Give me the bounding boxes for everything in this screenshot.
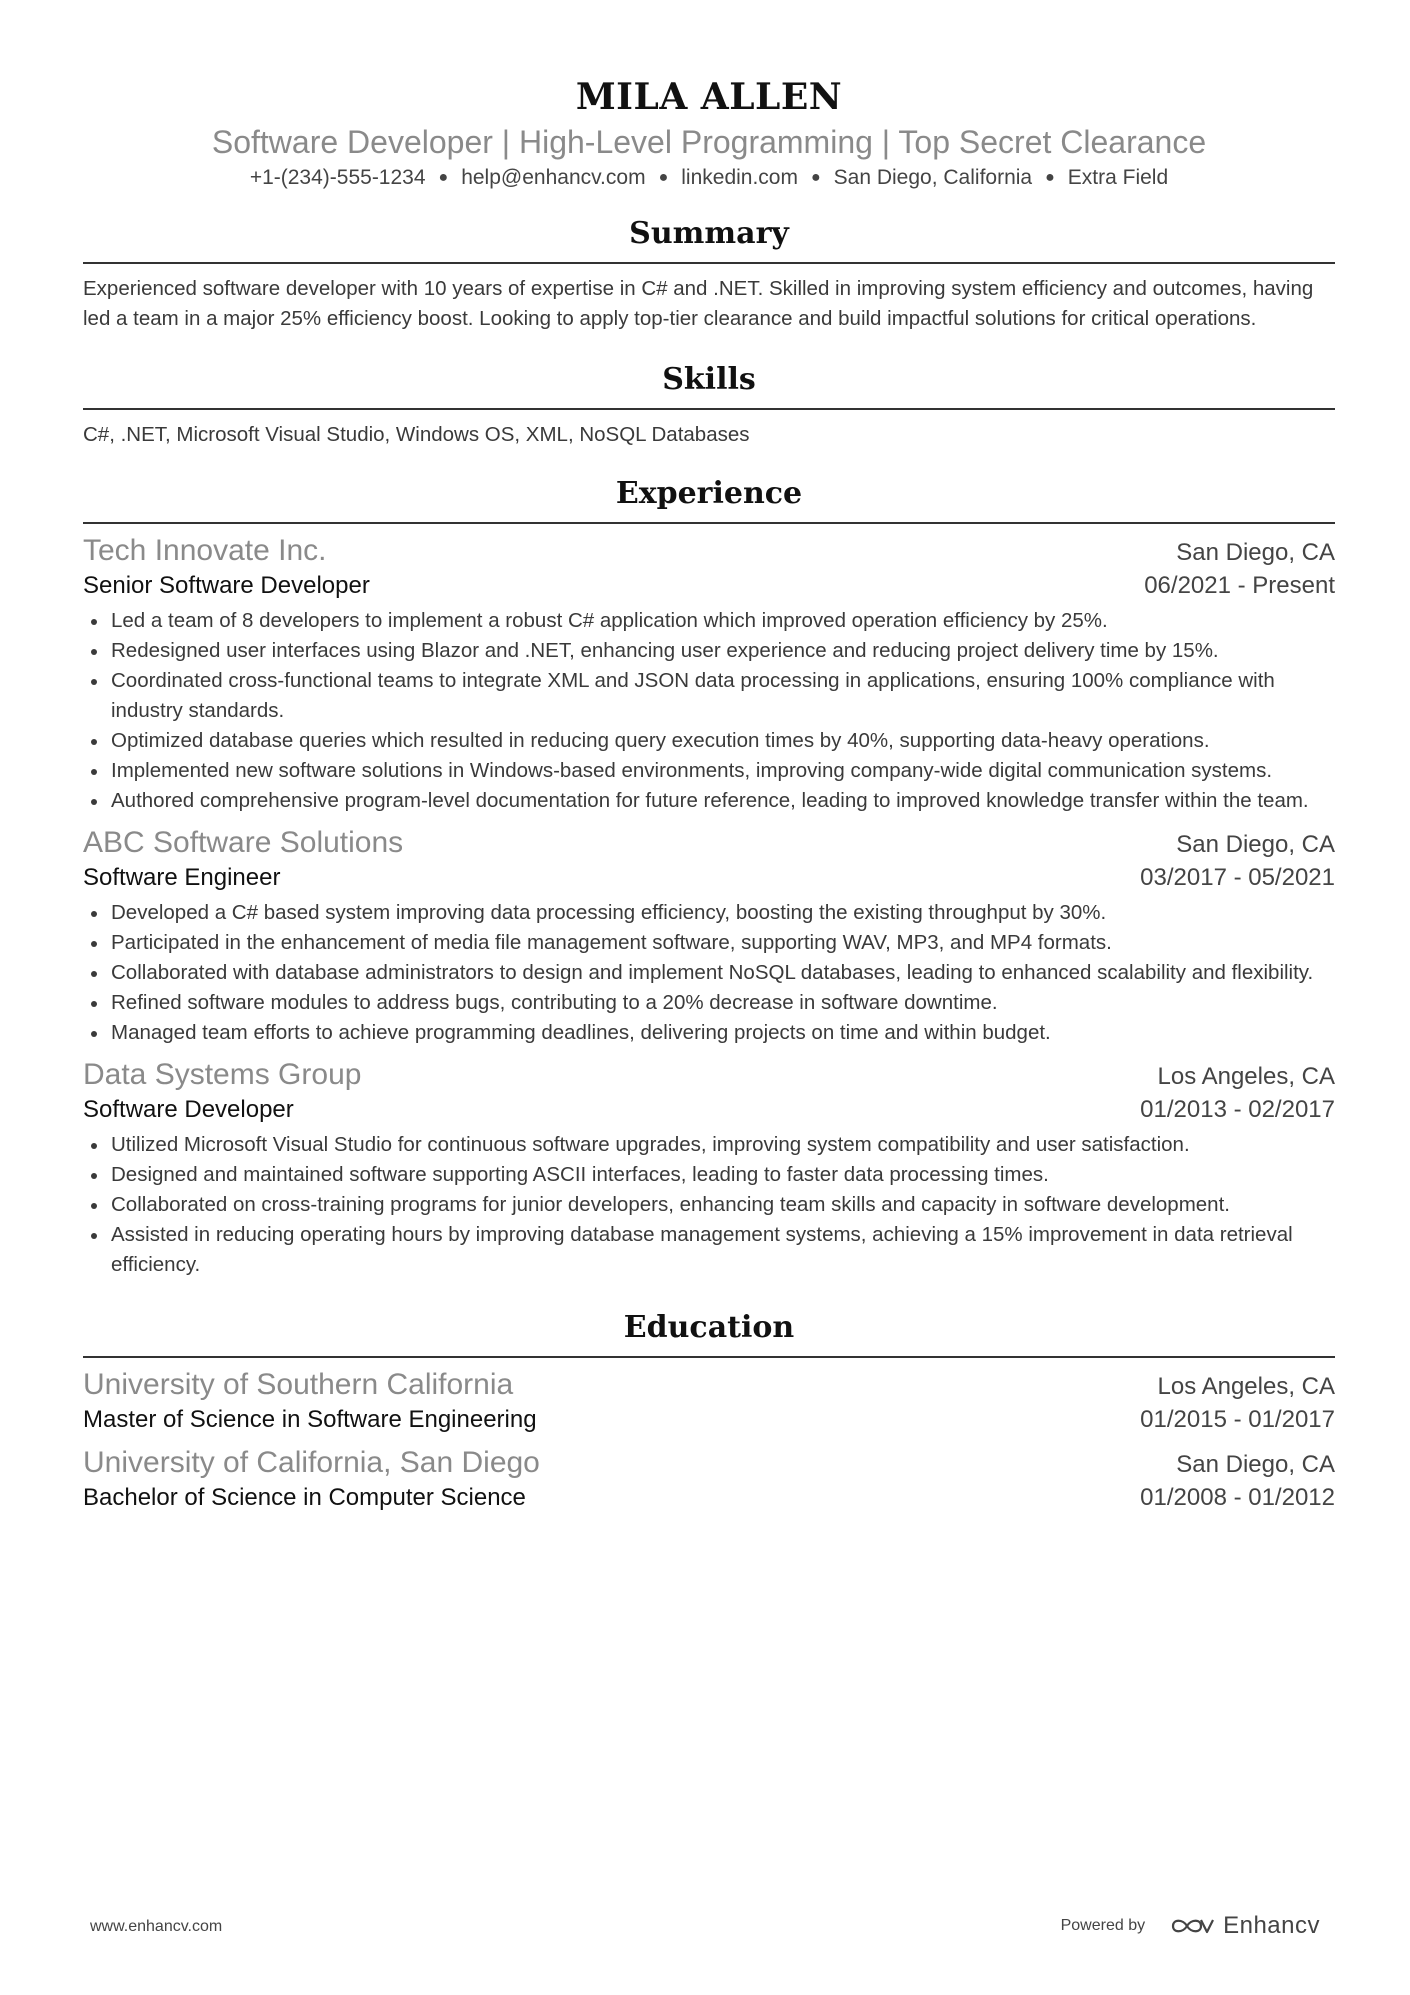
job-title: Software Engineer	[83, 864, 281, 891]
bullet-item: Redesigned user interfaces using Blazor and .NET, enhancing user experience and reducing project delivery time by 15%.	[83, 636, 1335, 666]
bullet-item: Authored comprehensive program-level documentation for future reference, leading to improved knowledge transfer within the team.	[83, 786, 1335, 816]
experience-entry	[83, 824, 1335, 1048]
page-footer	[90, 1912, 1320, 1942]
experience-entry	[83, 532, 1335, 816]
contact-linkedin[interactable]: linkedin.com	[681, 166, 798, 189]
enhancv-brand-name[interactable]: Enhancv	[1223, 1912, 1320, 1939]
company-name: Data Systems Group	[83, 1058, 362, 1091]
bullet-item: Managed team efforts to achieve programming deadlines, delivering projects on time and within budget.	[83, 1018, 1335, 1048]
school-name: University of California, San Diego	[83, 1446, 540, 1479]
school-location: San Diego, CA	[1176, 1451, 1335, 1478]
company-name: Tech Innovate Inc.	[83, 534, 327, 567]
job-title: Senior Software Developer	[83, 572, 370, 599]
enhancv-logo-icon	[1169, 1914, 1215, 1938]
separator-dot: ●	[438, 169, 449, 186]
summary-section	[83, 214, 1335, 334]
bullet-item: Led a team of 8 developers to implement a robust C# application which improved operation efficiency by 25%.	[83, 606, 1335, 636]
bullet-item: Implemented new software solutions in Windows-based environments, improving company-wide digital communication systems.	[83, 756, 1335, 786]
footer-website-link[interactable]: www.enhancv.com	[90, 1918, 223, 1935]
separator-dot: ●	[658, 169, 669, 186]
contact-phone: +1-(234)-555-1234	[249, 166, 426, 189]
bullet-item: Participated in the enhancement of media file management software, supporting WAV, MP3, and MP4 formats.	[83, 928, 1335, 958]
job-bullets	[83, 1130, 1335, 1280]
candidate-headline: Software Developer | High-Level Programming | Top Secret Clearance	[211, 124, 1207, 160]
school-name: University of Southern California	[83, 1368, 514, 1401]
separator-dot: ●	[810, 169, 821, 186]
job-dates: 06/2021 - Present	[1144, 572, 1335, 599]
separator-dot: ●	[1045, 169, 1055, 186]
contact-email[interactable]: help@enhancv.com	[461, 166, 646, 189]
bullet-item: Assisted in reducing operating hours by improving database management systems, achieving a 15% improvement in data retrieval efficiency.	[83, 1220, 1335, 1280]
contact-location: San Diego, California	[833, 166, 1033, 189]
section-title-experience: Experience	[83, 474, 1335, 524]
job-title: Software Developer	[83, 1096, 294, 1123]
contact-extra: Extra Field	[1067, 166, 1169, 189]
skills-section	[83, 360, 1335, 450]
education-entry	[83, 1366, 1335, 1436]
job-bullets	[83, 898, 1335, 1048]
candidate-name: MILA ALLEN	[575, 76, 843, 118]
experience-section	[83, 474, 1335, 1280]
degree-name: Master of Science in Software Engineering	[83, 1406, 537, 1433]
bullet-item: Optimized database queries which resulted in reducing query execution times by 40%, supporting data-heavy operations.	[83, 726, 1335, 756]
job-location: San Diego, CA	[1176, 539, 1335, 566]
section-title-skills: Skills	[83, 360, 1335, 410]
bullet-item: Collaborated with database administrators to design and implement NoSQL databases, leading to enhanced scalability and flexibility.	[83, 958, 1335, 988]
job-location: San Diego, CA	[1176, 831, 1335, 858]
degree-name: Bachelor of Science in Computer Science	[83, 1484, 526, 1511]
job-dates: 01/2013 - 02/2017	[1140, 1096, 1335, 1123]
school-location: Los Angeles, CA	[1157, 1373, 1335, 1400]
bullet-item: Refined software modules to address bugs, contributing to a 20% decrease in software downtime.	[83, 988, 1335, 1018]
section-title-summary: Summary	[83, 214, 1335, 264]
company-name: ABC Software Solutions	[83, 826, 404, 859]
bullet-item: Developed a C# based system improving data processing efficiency, boosting the existing throughput by 30%.	[83, 898, 1335, 928]
footer-branding	[1061, 1912, 1320, 1940]
section-title-education: Education	[83, 1308, 1335, 1358]
job-bullets	[83, 606, 1335, 816]
summary-text: Experienced software developer with 10 years of expertise in C# and .NET. Skilled in improving system efficiency and outcomes, having led a team in a major 25% efficiency boost. Looking to apply top-tier clearance and build impactful solutions for critical operations.	[83, 277, 1314, 330]
education-dates: 01/2015 - 01/2017	[1140, 1406, 1335, 1433]
skills-text: C#, .NET, Microsoft Visual Studio, Windows OS, XML, NoSQL Databases	[83, 423, 750, 446]
education-section	[83, 1308, 1335, 1514]
education-dates: 01/2008 - 01/2012	[1140, 1484, 1335, 1511]
bullet-item: Utilized Microsoft Visual Studio for continuous software upgrades, improving system compatibility and user satisfaction.	[83, 1130, 1335, 1160]
resume-header	[83, 74, 1335, 192]
bullet-item: Coordinated cross-functional teams to integrate XML and JSON data processing in applications, ensuring 100% compliance with industry standards.	[83, 666, 1335, 726]
bullet-item: Designed and maintained software supporting ASCII interfaces, leading to faster data processing times.	[83, 1160, 1335, 1190]
resume-page	[83, 0, 1335, 1514]
powered-by-label: Powered by	[1060, 1917, 1146, 1934]
education-entry	[83, 1444, 1335, 1514]
bullet-item: Collaborated on cross-training programs for junior developers, enhancing team skills and capacity in software development.	[83, 1190, 1335, 1220]
job-location: Los Angeles, CA	[1157, 1063, 1335, 1090]
job-dates: 03/2017 - 05/2021	[1140, 864, 1335, 891]
contact-line	[83, 164, 1335, 192]
experience-entry	[83, 1056, 1335, 1280]
